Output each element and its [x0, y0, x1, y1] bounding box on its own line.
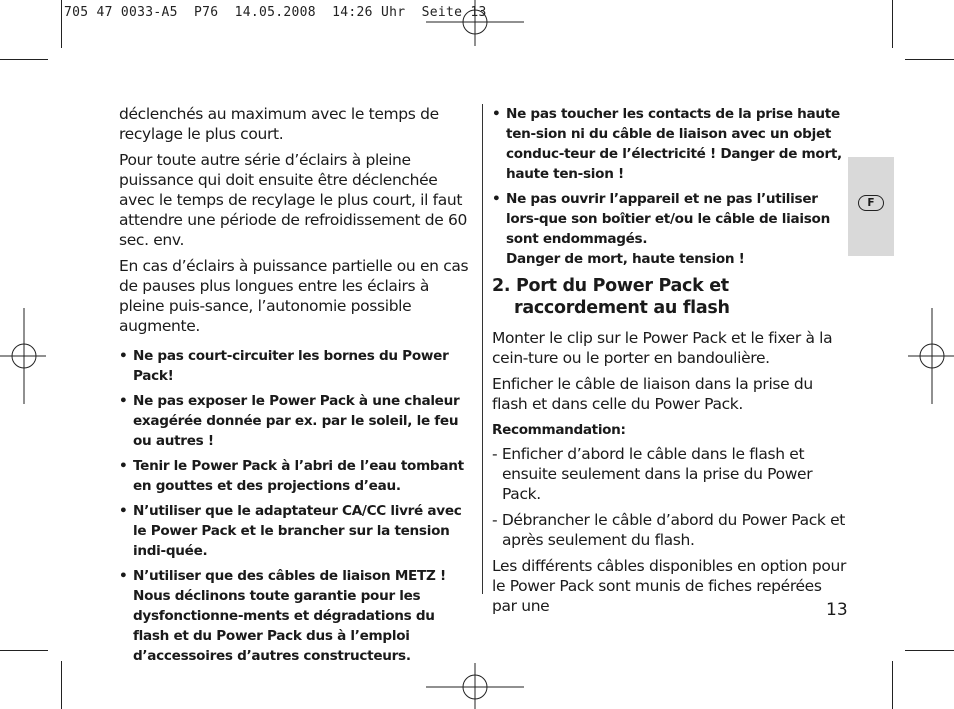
paragraph: Les différents câbles disponibles en option pour le Power Pack sont munis de fiches repérées par une	[492, 557, 846, 615]
safety-bullet	[492, 189, 847, 269]
page-number: 13	[826, 600, 848, 620]
crop-mark	[905, 650, 954, 651]
left-column	[119, 104, 469, 671]
crop-mark	[0, 59, 48, 60]
safety-bullet: • Ne pas court-circuiter les bornes du Power Pack!	[119, 346, 469, 386]
safety-bullet-list	[119, 346, 469, 666]
safety-bullet: • N’utiliser que le adaptateur CA/CC livré avec le Power Pack et le brancher sur la tension indi-quée.	[119, 501, 469, 561]
recommendation-item: - Débrancher le câble d’abord du Power Pack et après seulement du flash.	[492, 511, 846, 549]
safety-bullet: • Tenir le Power Pack à l’abri de l’eau tombant en gouttes et des projections d’eau.	[119, 456, 469, 496]
language-badge: F	[858, 195, 884, 211]
safety-bullet: • Ne pas exposer le Power Pack à une chaleur exagérée donnée par ex. par le soleil, le feu ou autres !	[119, 391, 469, 451]
safety-bullet: • Ne pas toucher les contacts de la prise haute ten-sion ni du câble de liaison avec un objet conduc-teur de l’électricité ! Danger de mort, haute ten-sion !	[492, 104, 847, 184]
registration-mark-top	[426, 0, 526, 48]
registration-mark-left	[0, 306, 48, 406]
registration-mark-right	[906, 306, 954, 406]
paragraph: Monter le clip sur le Power Pack et le fixer à la cein-ture ou le porter en bandoulière.	[492, 329, 833, 367]
crop-mark	[905, 59, 954, 60]
paragraph: Pour toute autre série d’éclairs à pleine puissance qui doit ensuite être déclenchée avec le temps de recylage le plus court, il faut attendre une période de refroidissement de 60 sec. env.	[119, 151, 468, 249]
section-heading: 2. Port du Power Pack et raccordement au flash	[492, 276, 730, 318]
crop-mark	[0, 650, 48, 651]
safety-bullet: • N’utiliser que des câbles de liaison METZ ! Nous déclinons toute garantie pour les dysfonctionne-ments et dégradations du flash et du Power Pack dus à l’emploi d’accessoires d’autres constructeurs.	[119, 566, 469, 666]
column-divider	[482, 104, 483, 594]
language-tab	[848, 157, 894, 256]
crop-mark	[61, 0, 62, 48]
crop-mark	[892, 661, 893, 709]
paragraph: déclenchés au maximum avec le temps de recylage le plus court.	[119, 105, 439, 143]
paragraph: Enficher le câble de liaison dans la prise du flash et dans celle du Power Pack.	[492, 375, 813, 413]
crop-mark	[61, 661, 62, 709]
recommendation-label: Recommandation:	[492, 422, 626, 438]
print-slug-line: 705 47 0033-A5 P76 14.05.2008 14:26 Uhr Seite 13	[64, 5, 487, 20]
safety-bullet-text: Ne pas ouvrir l’appareil et ne pas l’utiliser lors-que son boîtier et/ou le câble de liaison sont endommagés.	[506, 191, 830, 247]
crop-mark	[892, 0, 893, 48]
danger-warning: Danger de mort, haute tension !	[506, 251, 745, 267]
right-column	[492, 104, 847, 622]
safety-bullet-list	[492, 104, 847, 269]
recommendation-item: - Enficher d’abord le câble dans le flash et ensuite seulement dans la prise du Power Pack.	[492, 445, 813, 503]
paragraph: En cas d’éclairs à puissance partielle ou en cas de pauses plus longues entre les éclairs à pleine puis-sance, l’autonomie possible augmente.	[119, 257, 469, 335]
